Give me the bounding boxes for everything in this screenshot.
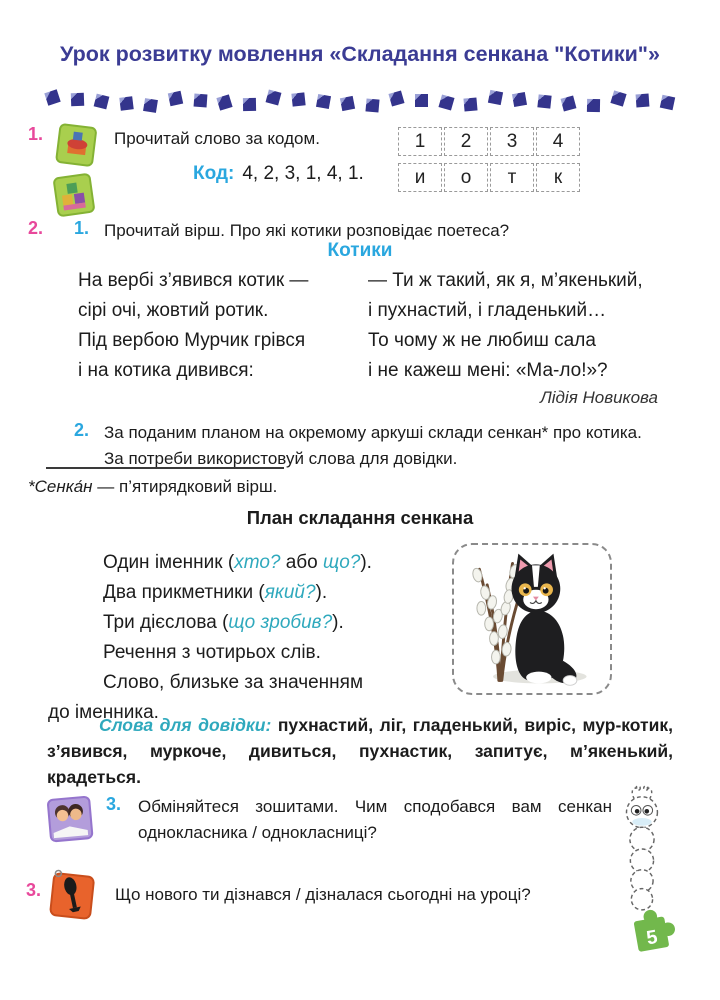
plan-line-2: Два прикметники (який?). bbox=[103, 582, 328, 603]
decor-cube bbox=[512, 91, 527, 106]
decor-cube bbox=[365, 98, 379, 112]
poem-line: То чому ж не любиш сала bbox=[368, 330, 596, 351]
decor-cube bbox=[587, 98, 600, 111]
books-icon bbox=[50, 120, 106, 220]
decor-cube bbox=[537, 94, 551, 108]
code-label: Код: bbox=[193, 163, 235, 184]
decor-cube bbox=[488, 89, 503, 104]
code-table-letters-row bbox=[398, 163, 580, 192]
task2-sub2-line2: За потреби використовуй слова для довідки. bbox=[104, 449, 458, 468]
plan-line-3: Три дієслова (що зробив?). bbox=[103, 612, 344, 633]
task3a-number: 3. bbox=[106, 794, 122, 814]
page-title: Урок розвитку мовлення «Складання сенкана "Котики"» bbox=[60, 42, 660, 66]
poem-line: і на котика дивився: bbox=[78, 360, 254, 381]
decor-cube bbox=[464, 97, 478, 111]
task3a-text: Обміняйтеся зошитами. Чим сподобався вам сенкан однокласника / однокласниці? bbox=[138, 797, 612, 842]
decor-cube bbox=[119, 96, 133, 110]
poem-line: — Ти ж такий, як я, м’якенький, bbox=[368, 270, 643, 291]
decor-cube bbox=[266, 89, 282, 105]
decor-cube bbox=[243, 97, 256, 110]
code-cell: т bbox=[490, 163, 534, 192]
code-cell: 4 bbox=[536, 127, 580, 156]
task2-sub2-text bbox=[104, 420, 674, 472]
footnote bbox=[28, 477, 277, 497]
code-cell: 3 bbox=[490, 127, 534, 156]
code-table bbox=[398, 127, 580, 199]
task1-number: 1. bbox=[28, 124, 44, 144]
code-value: 4, 2, 3, 1, 4, 1. bbox=[242, 163, 364, 184]
task1-code-line bbox=[193, 163, 364, 185]
footnote-term: *Сенка́н bbox=[28, 477, 93, 496]
code-cell: о bbox=[444, 163, 488, 192]
decor-cube bbox=[561, 95, 577, 111]
pair-work-icon bbox=[44, 790, 96, 846]
cat-willow-illustration bbox=[452, 543, 612, 695]
task3b-text: Що нового ти дізнався / дізналася сьогодні на уроці? bbox=[115, 885, 531, 904]
question-word: який? bbox=[264, 582, 316, 603]
decor-cube bbox=[143, 98, 158, 113]
plan-list bbox=[48, 548, 448, 728]
task1-instruction: Прочитай слово за кодом. bbox=[114, 129, 320, 148]
plan-line-1: Один іменник (хто? або що?). bbox=[103, 552, 372, 573]
poem-line: На вербі з’явився котик — bbox=[78, 270, 309, 291]
decor-cube bbox=[415, 94, 428, 107]
cat bbox=[512, 554, 577, 686]
page-number: 5 bbox=[645, 926, 660, 950]
code-cell: 2 bbox=[444, 127, 488, 156]
plan-line-6: до іменника. bbox=[48, 702, 159, 723]
decor-cube bbox=[44, 89, 60, 105]
hint-label: Слова для довідки: bbox=[99, 715, 272, 735]
task3b-number: 3. bbox=[26, 880, 42, 900]
decor-cube bbox=[636, 93, 650, 107]
decor-cube bbox=[168, 90, 183, 105]
decor-cube bbox=[438, 94, 454, 110]
footnote-rule bbox=[46, 467, 284, 469]
decor-cube bbox=[610, 90, 626, 106]
poem-line: і пухнастий, і гладенький… bbox=[368, 300, 607, 321]
poem-title: Котики bbox=[327, 240, 393, 261]
puzzle-page-marker bbox=[624, 901, 682, 957]
question-word: що зробив? bbox=[228, 612, 333, 633]
task2-sub2-line1: За поданим планом на окремому аркуші склади сенкан* про котика. bbox=[104, 423, 642, 442]
decor-cube bbox=[340, 95, 355, 110]
decor-cube bbox=[217, 94, 233, 110]
poem-line: і не кажеш мені: «Ма-ло!»? bbox=[368, 360, 608, 381]
poem-author: Лідія Новикова bbox=[540, 388, 658, 407]
task2-sub1-text: Прочитай вірш. Про які котики розповідає поетеса? bbox=[104, 221, 510, 240]
poem-line: Під вербою Мурчик грівся bbox=[78, 330, 306, 351]
poem-left-column bbox=[78, 266, 308, 386]
code-cell: к bbox=[536, 163, 580, 192]
task2-sub1-number: 1. bbox=[74, 218, 90, 238]
code-cell: 1 bbox=[398, 127, 442, 156]
plan-line-5: Слово, близьке за значенням bbox=[103, 672, 364, 693]
poem-right-column bbox=[368, 266, 643, 386]
decor-cube bbox=[291, 92, 305, 106]
decor-cube bbox=[316, 93, 331, 108]
decor-cube bbox=[389, 90, 405, 106]
code-cell: и bbox=[398, 163, 442, 192]
microphone-notebook-icon bbox=[44, 866, 100, 928]
decor-cube bbox=[193, 93, 207, 107]
question-word: хто? bbox=[234, 552, 281, 573]
hint-paragraph bbox=[47, 712, 673, 790]
hint-words: пухнастий, ліг, гладенький, виріс, мур-котик, з’явився, муркоче, дивиться, пухнастик, запитує, м’якенький, крадеться. bbox=[47, 715, 673, 787]
footnote-text: — п’ятирядковий вірш. bbox=[92, 477, 278, 496]
question-word: що? bbox=[323, 552, 361, 573]
task2-sub2-number: 2. bbox=[74, 420, 90, 440]
plan-line-4: Речення з чотирьох слів. bbox=[103, 642, 321, 663]
decor-cubes-border bbox=[46, 88, 674, 114]
task2-number: 2. bbox=[28, 218, 44, 238]
code-table-numbers-row bbox=[398, 127, 580, 156]
plan-heading: План складання сенкана bbox=[246, 507, 474, 528]
decor-cube bbox=[70, 92, 83, 105]
poem-line: сірі очі, жовтий ротик. bbox=[78, 300, 269, 321]
decor-cube bbox=[660, 94, 675, 109]
decor-cube bbox=[94, 93, 110, 109]
